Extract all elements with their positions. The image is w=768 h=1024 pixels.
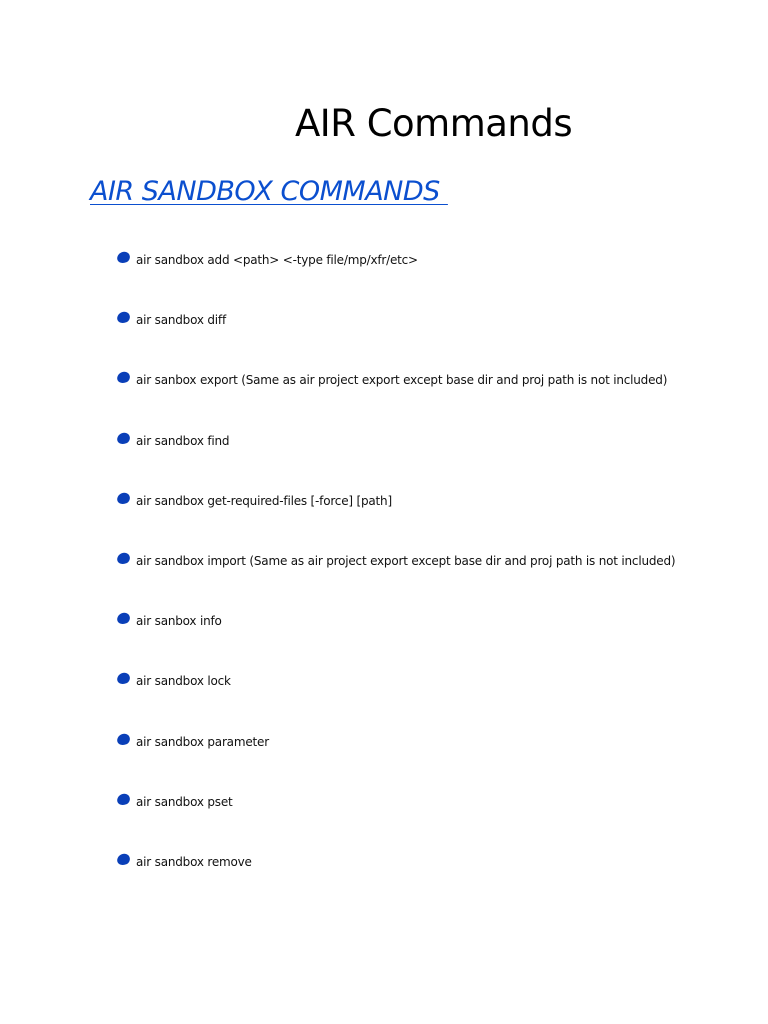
command-text: air sandbox find: [136, 433, 230, 448]
list-item: [116, 669, 736, 729]
bullet-icon: [115, 370, 131, 385]
list-item: [116, 790, 736, 850]
section-heading: [90, 172, 448, 212]
bullet-icon: [115, 852, 131, 867]
command-text: air sandbox add <path> <-type file/mp/xfr/etc>: [136, 253, 418, 267]
command-text: air sandbox lock: [136, 674, 231, 689]
command-text: air sandbox pset: [136, 794, 233, 809]
command-text: air sandbox remove: [136, 854, 252, 869]
bullet-icon: [115, 671, 131, 686]
list-item: [116, 429, 736, 489]
bullet-icon: [115, 611, 131, 626]
command-list: [116, 248, 736, 910]
bullet-icon: [115, 551, 131, 566]
bullet-icon: [115, 310, 131, 325]
bullet-icon: [115, 250, 131, 265]
command-text: air sanbox info: [136, 614, 222, 629]
command-text: air sandbox get-required-files [-force] [path]: [136, 493, 392, 508]
bullet-icon: [115, 792, 131, 807]
list-item: [116, 489, 736, 549]
bullet-icon: [115, 731, 131, 746]
command-text: air sanbox export (Same as air project export except base dir and proj path is not included): [136, 373, 668, 388]
command-text: air sandbox parameter: [136, 734, 269, 749]
list-item: [116, 549, 736, 609]
page-title: AIR Commands: [295, 102, 573, 145]
list-item: [116, 609, 736, 669]
bullet-icon: [115, 431, 131, 446]
command-text: air sandbox import (Same as air project export except base dir and proj path is not included): [136, 553, 676, 568]
list-item: [116, 368, 736, 428]
bullet-icon: [115, 491, 131, 506]
list-item: [116, 850, 736, 910]
list-item: [116, 308, 736, 368]
list-item: [116, 248, 736, 308]
list-item: [116, 730, 736, 790]
section-heading-link[interactable]: AIR SANDBOX COMMANDS: [90, 176, 448, 207]
command-text: air sandbox diff: [136, 313, 226, 328]
